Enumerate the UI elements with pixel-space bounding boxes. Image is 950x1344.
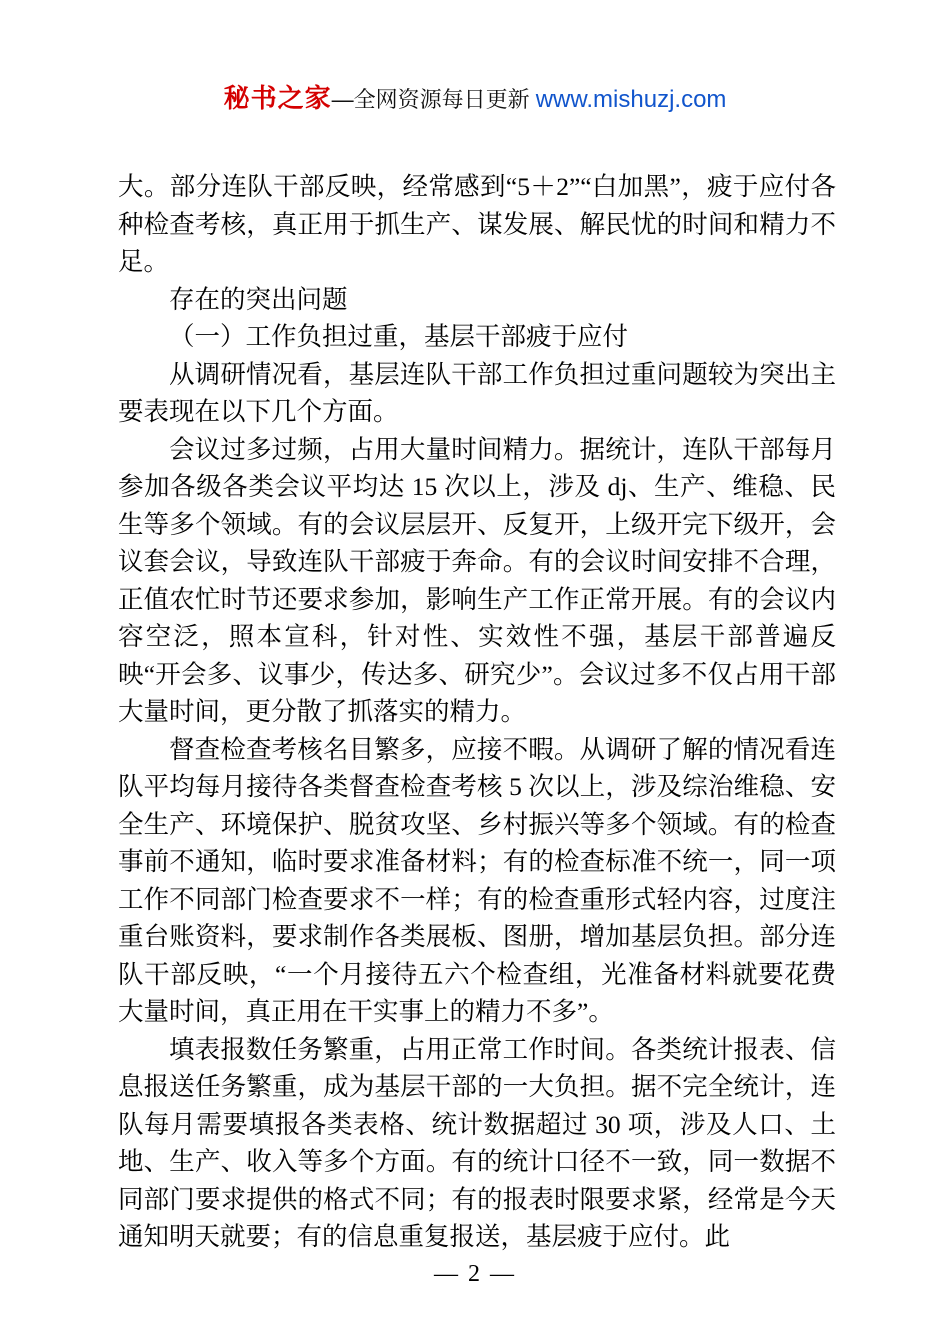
site-watermark-header [0, 82, 950, 117]
paragraph-1: 大。部分连队干部反映，经常感到“5＋2”“白加黑”，疲于应付各种检查考核，真正用于抓生产、谋发展、解民忧的时间和精力不足。 [118, 172, 836, 276]
paragraph-3: 会议过多过频，占用大量时间精力。据统计，连队干部每月参加各级各类会议平均达 15 次以上，涉及 dj、生产、维稳、民生等多个领域。有的会议层层开、反复开，上级开完下级开，会议套会议，导致连队干部疲于奔命。有的会议时间安排不合理，正值农忙时节还要求参加，影响生产工作正常开展。有的会议内容空泛，照本宣科，针对性、实效性不强，基层干部普遍反映“开会多、议事少，传达多、研究少”。会议过多不仅占用干部大量时间，更分散了抓落实的精力。 [118, 434, 836, 726]
site-tagline: —全网资源每日更新 [331, 87, 536, 112]
paragraph-4: 督查检查考核名目繁多，应接不暇。从调研了解的情况看连队平均每月接待各类督查检查考核 5 次以上，涉及综治维稳、安全生产、环境保护、脱贫攻坚、乡村振兴等多个领域。有的检查事前不通知，临时要求准备材料；有的检查标准不统一，同一项工作不同部门检查要求不一样；有的检查重形式轻内容，过度注重台账资料，要求制作各类展板、图册，增加基层负担。部分连队干部反映，“一个月接待五六个检查组，光准备材料就要花费大量时间，真正用在干实事上的精力不多”。 [118, 734, 836, 1026]
site-brand: 秘书之家 [223, 84, 332, 113]
site-url[interactable]: www.mishuzj.com [535, 86, 727, 113]
paragraph-subheading-one: （一）工作负担过重，基层干部疲于应付 [169, 322, 629, 351]
document-body [118, 168, 836, 1256]
paragraph-2: 从调研情况看，基层连队干部工作负担过重问题较为突出主要表现在以下几个方面。 [118, 359, 836, 426]
paragraph-5: 填表报数任务繁重，占用正常工作时间。各类统计报表、信息报送任务繁重，成为基层干部的一大负担。据不完全统计，连队每月需要填报各类表格、统计数据超过 30 项，涉及人口、土地、生产、收入等多个方面。有的统计口径不一致，同一数据不同部门要求提供的格式不同；有的报表时限要求紧，经常是今天通知明天就要；有的信息重复报送，基层疲于应付。此 [118, 1034, 836, 1251]
page-number: — 2 — [434, 1261, 516, 1287]
paragraph-heading-problems: 存在的突出问题 [169, 284, 348, 314]
